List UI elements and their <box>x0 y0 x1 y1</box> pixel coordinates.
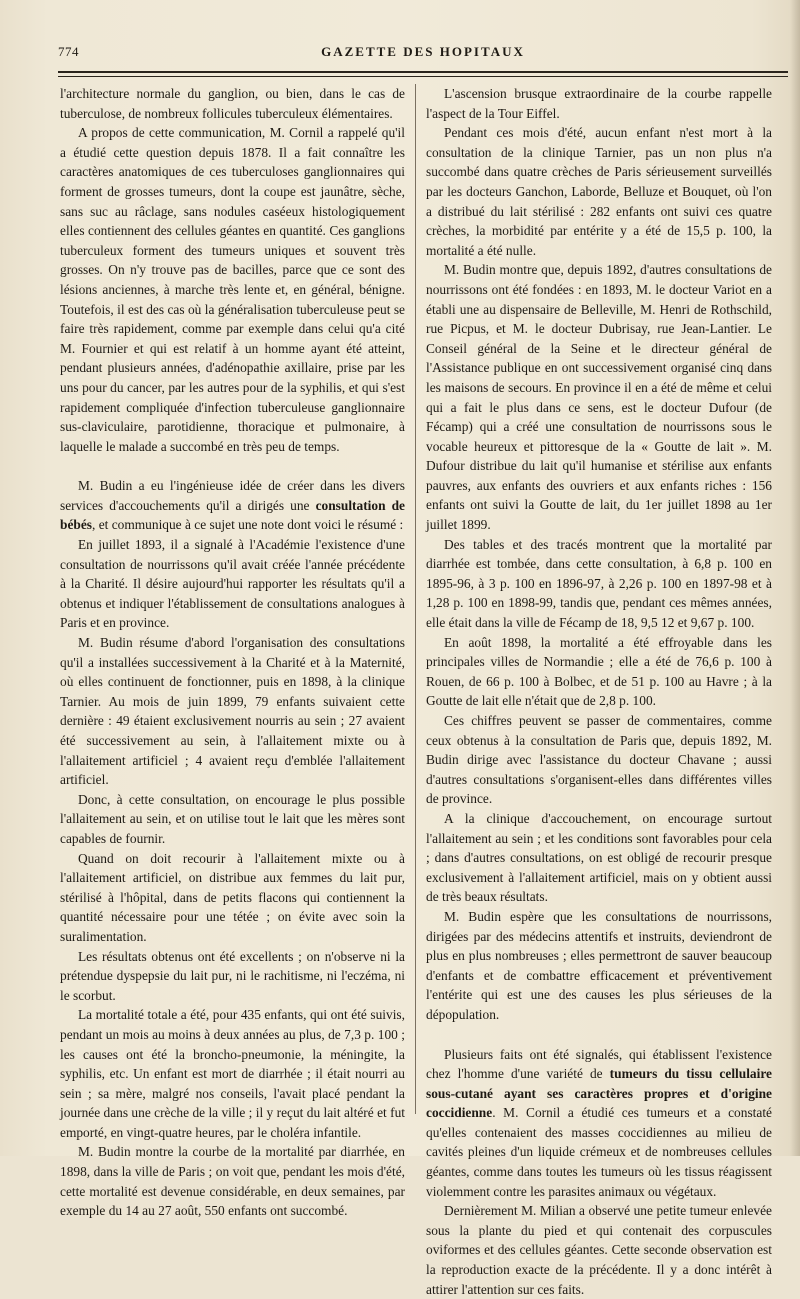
header-rule-thick <box>58 71 788 73</box>
paragraph: M. Budin espère que les consultations de nourrissons, dirigées par des médecins attentifs et instruits, deviendront de plus en plus nombreuses ; elles permettront de sauver beaucoup d'enfants et de combattre efficacement et préventivement l'entérite qui est une des causes les plus sérieuses de la dépopulation. <box>426 908 772 1022</box>
running-title: GAZETTE DES HOPITAUX <box>321 44 525 59</box>
bold-term: tumeurs du tissu cellulaire sous-cutané ayant ses caractères propres et d'origine coccidienne <box>426 1066 772 1121</box>
paragraph: La mortalité totale a été, pour 435 enfants, qui ont été suivis, pendant un mois au moins à deux années au plus, de 7,3 p. 100 ; les causes ont été la broncho-pneumonie, la méningite, la syphilis, etc. Un enfant est mort de diarrhée ; il était nourri au sein ; sa mère, malgré nos conseils, l'avait placé pendant la journée dans une crèche de la ville ; il y reçut du lait altéré et fut emporté, en vingt-quatre heures, par le choléra infantile. <box>60 1007 405 1140</box>
paragraph <box>426 1045 772 1202</box>
paragraph: l'architecture normale du ganglion, ou bien, dans le cas de tuberculose, de nombreux follicules tuberculeux élémentaires. <box>60 86 405 121</box>
paragraph: En août 1898, la mortalité a été effroyable dans les principales villes de Normandie ; elle a été de 76,6 p. 100 à Rouen, de 66 p. 100 à Bolbec, et de 51 p. 100 au Havre ; à la Goutte de lait elle n'était que de 2,8 p. 100. <box>426 634 772 709</box>
paragraph: M. Budin résume d'abord l'organisation des consultations qu'il a installées successivement à la Charité et à la Maternité, où elles continuent de fonctionner, puis en 1898, à la clinique Tarnier. Au mois de juin 1899, 79 enfants suivaient cette dernière : 49 étaient exclusivement nourris au sein ; 27 avaient été successivement au sein, à l'allaitement mixte ou à l'allaitement artificiel ; 4 avaient reçu d'emblée l'allaitement artificiel. <box>60 635 405 788</box>
column-divider <box>415 84 416 1114</box>
text-run: , et communique à ce sujet une note dont voici le résumé : <box>92 517 404 533</box>
paragraph: M. Budin montre que, depuis 1892, d'autres consultations de nourrissons ont été fondées : en 1893, M. le docteur Variot en a établi une au dispensaire de Belleville, M. Henri de Rothschild, rue Picpus, et M. le docteur Dubrisay, rue Jean-Lantier. Le Conseil général de la Seine et le directeur général de l'Assistance publique en ont successivement organisé cinq dans les maisons de secours. En province il en a été de même et celui qui a fait le plus dans ce sens, est le docteur Dufour (de Fécamp) qui a créé une consultation de nourrissons sous le vocable heureux et pittoresque de la « Goutte de lait ». M. Dufour distribue du lait qu'il humanise et stérilise aux enfants pauvres, aux enfants des ouvriers et aux enfants riches : 156 enfants ont suivi la Goutte de lait, du 1er juillet 1898 au 1er juillet 1899. <box>426 262 772 533</box>
paragraph: Donc, à cette consultation, on encourage le plus possible l'allaitement au sein, et on utilise tout le lait que les mères sont capables de fournir. <box>60 791 405 846</box>
paragraph <box>60 476 405 535</box>
paragraph: En juillet 1893, il a signalé à l'Académie l'existence d'une consultation de nourrissons qu'il avait créée l'année précédente à la Charité. Il désire aujourd'hui rapporter les résultats qu'il a obtenus et indiquer l'établissement de consultations analogues à Paris et en province. <box>60 537 405 631</box>
paragraph: Dernièrement M. Milian a observé une petite tumeur enlevée sous la plante du pied et qui contenait des corpuscules oviformes et des cellules géantes. Cette seconde observation est la reproduction exacte de la précédente. Il y a donc intérêt à attirer l'attention sur ces faits. <box>426 1203 772 1297</box>
paragraph: A propos de cette communication, M. Cornil a rappelé qu'il a étudié cette question depuis 1878. Il a fait connaître les caractères anatomiques de ces tuberculoses ganglionnaires qui forment de grosses tumeurs, dont la coupe est jaunâtre, sèche, sans suc au râclage, sans nodules caséeux histologiquement elles contiennent des cellules géantes en quantité. Ces ganglions tuberculeux forment des tumeurs uniques et souvent très grosses. On n'y trouve pas de bacilles, parce que ce sont des lésions anciennes, à marche très lente et, en général, bénigne. Toutefois, il est des cas où la généralisation tuberculeuse peut se faire très rapidement, comme par exemple dans celui qu'a cité M. Fournier et qui est relatif à un homme ayant été atteint, pendant plusieurs années, d'adénopathie axillaire, prise par les uns pour du cancer, par les autres pour de la syphilis, et qui s'est rapidement compliquée d'infection tuberculeuse ganglionnaire sus-claviculaire, parotidienne, thoracique et pulmonaire, à laquelle le malade a succombé en très peu de temps. <box>60 125 405 454</box>
right-column <box>426 84 772 1299</box>
text-run: . M. Cornil a étudié ces tumeurs et a constaté qu'elles contenaient des masses coccidiennes au milieu de cavités pleines d'un liquide crémeux et de nombreuses cellules géantes, comme dans toutes les tumeurs où les tissus réagissent violemment contre les parasites animaux ou végétaux. <box>426 1105 772 1199</box>
header-rule-thin <box>58 76 788 77</box>
text-run: Plusieurs faits ont été signalés, qui établissent l'existence chez l'homme d'une variété de <box>426 1046 772 1082</box>
page-number: 774 <box>58 44 79 59</box>
paragraph: Les résultats obtenus ont été excellents ; on n'observe ni la prétendue dyspepsie du lait pur, ni le rachitisme, ni l'eczéma, ni le scorbut. <box>60 948 405 1003</box>
paragraph: A la clinique d'accouchement, on encourage surtout l'allaitement au sein ; et les conditions sont favorables pour cela ; dans d'autres consultations, on est obligé de recourir presque exclusivement à l'allaitement artificiel, mais on y obtient aussi de très beaux résultats. <box>426 810 772 905</box>
page-header <box>58 44 788 66</box>
paragraph: M. Budin montre la courbe de la mortalité par diarrhée, en 1898, dans la ville de Paris ; on voit que, pendant les mois d'été, cette mortalité est devenue considérable, en deux semaines, par exemple du 14 au 27 août, 550 enfants ont succombé. <box>60 1144 405 1219</box>
paragraph: Pendant ces mois d'été, aucun enfant n'est mort à la consultation de la clinique Tarnier, pas un non plus n'a succombé dans quatre crèches de Paris sérieusement surveillés par les docteurs Ganchon, Laborde, Belluze et Bouquet, où l'on a distribué du lait stérilisé : 282 enfants ont suivi ces quatre crèches, la morbidité par entérite y a été de 15,5 p. 100, la mortalité a été nulle. <box>426 125 772 258</box>
text-run: M. Budin a eu l'ingénieuse idée de créer dans les divers services d'accouchements qu'il a dirigés une <box>60 478 405 513</box>
paragraph: Ces chiffres peuvent se passer de commentaires, comme ceux obtenus à la consultation de Paris que, depuis 1892, M. Budin dirige avec l'assistance du docteur Chavane ; aussi d'autres consultations s'organisent-elles dans différentes villes de province. <box>426 713 772 807</box>
paragraph: L'ascension brusque extraordinaire de la courbe rappelle l'aspect de la Tour Eiffel. <box>426 86 772 121</box>
page-edge-shadow <box>790 0 800 1156</box>
left-column <box>60 84 405 1221</box>
bold-term: consultation de bébés <box>60 497 406 533</box>
paragraph: Des tables et des tracés montrent que la mortalité par diarrhée est tombée, dans cette consultation, à 6,8 p. 100 en 1895-96, à 3 p. 100 en 1896-97, à 2,26 p. 100 en 1897-98 et à 1,28 p. 100 en 1898-99, tandis que, pendant ces mêmes années, elle était dans la ville de Fécamp de 18, 9,5 12 et 9,67 p. 100. <box>426 536 772 631</box>
paragraph: Quand on doit recourir à l'allaitement mixte ou à l'allaitement artificiel, on distribue aux femmes du lait pur, stérilisé à l'hôpital, dans de petits flacons qui contiennent la quantité nécessaire pour une tétée ; on évite avec soin la suralimentation. <box>60 850 405 944</box>
